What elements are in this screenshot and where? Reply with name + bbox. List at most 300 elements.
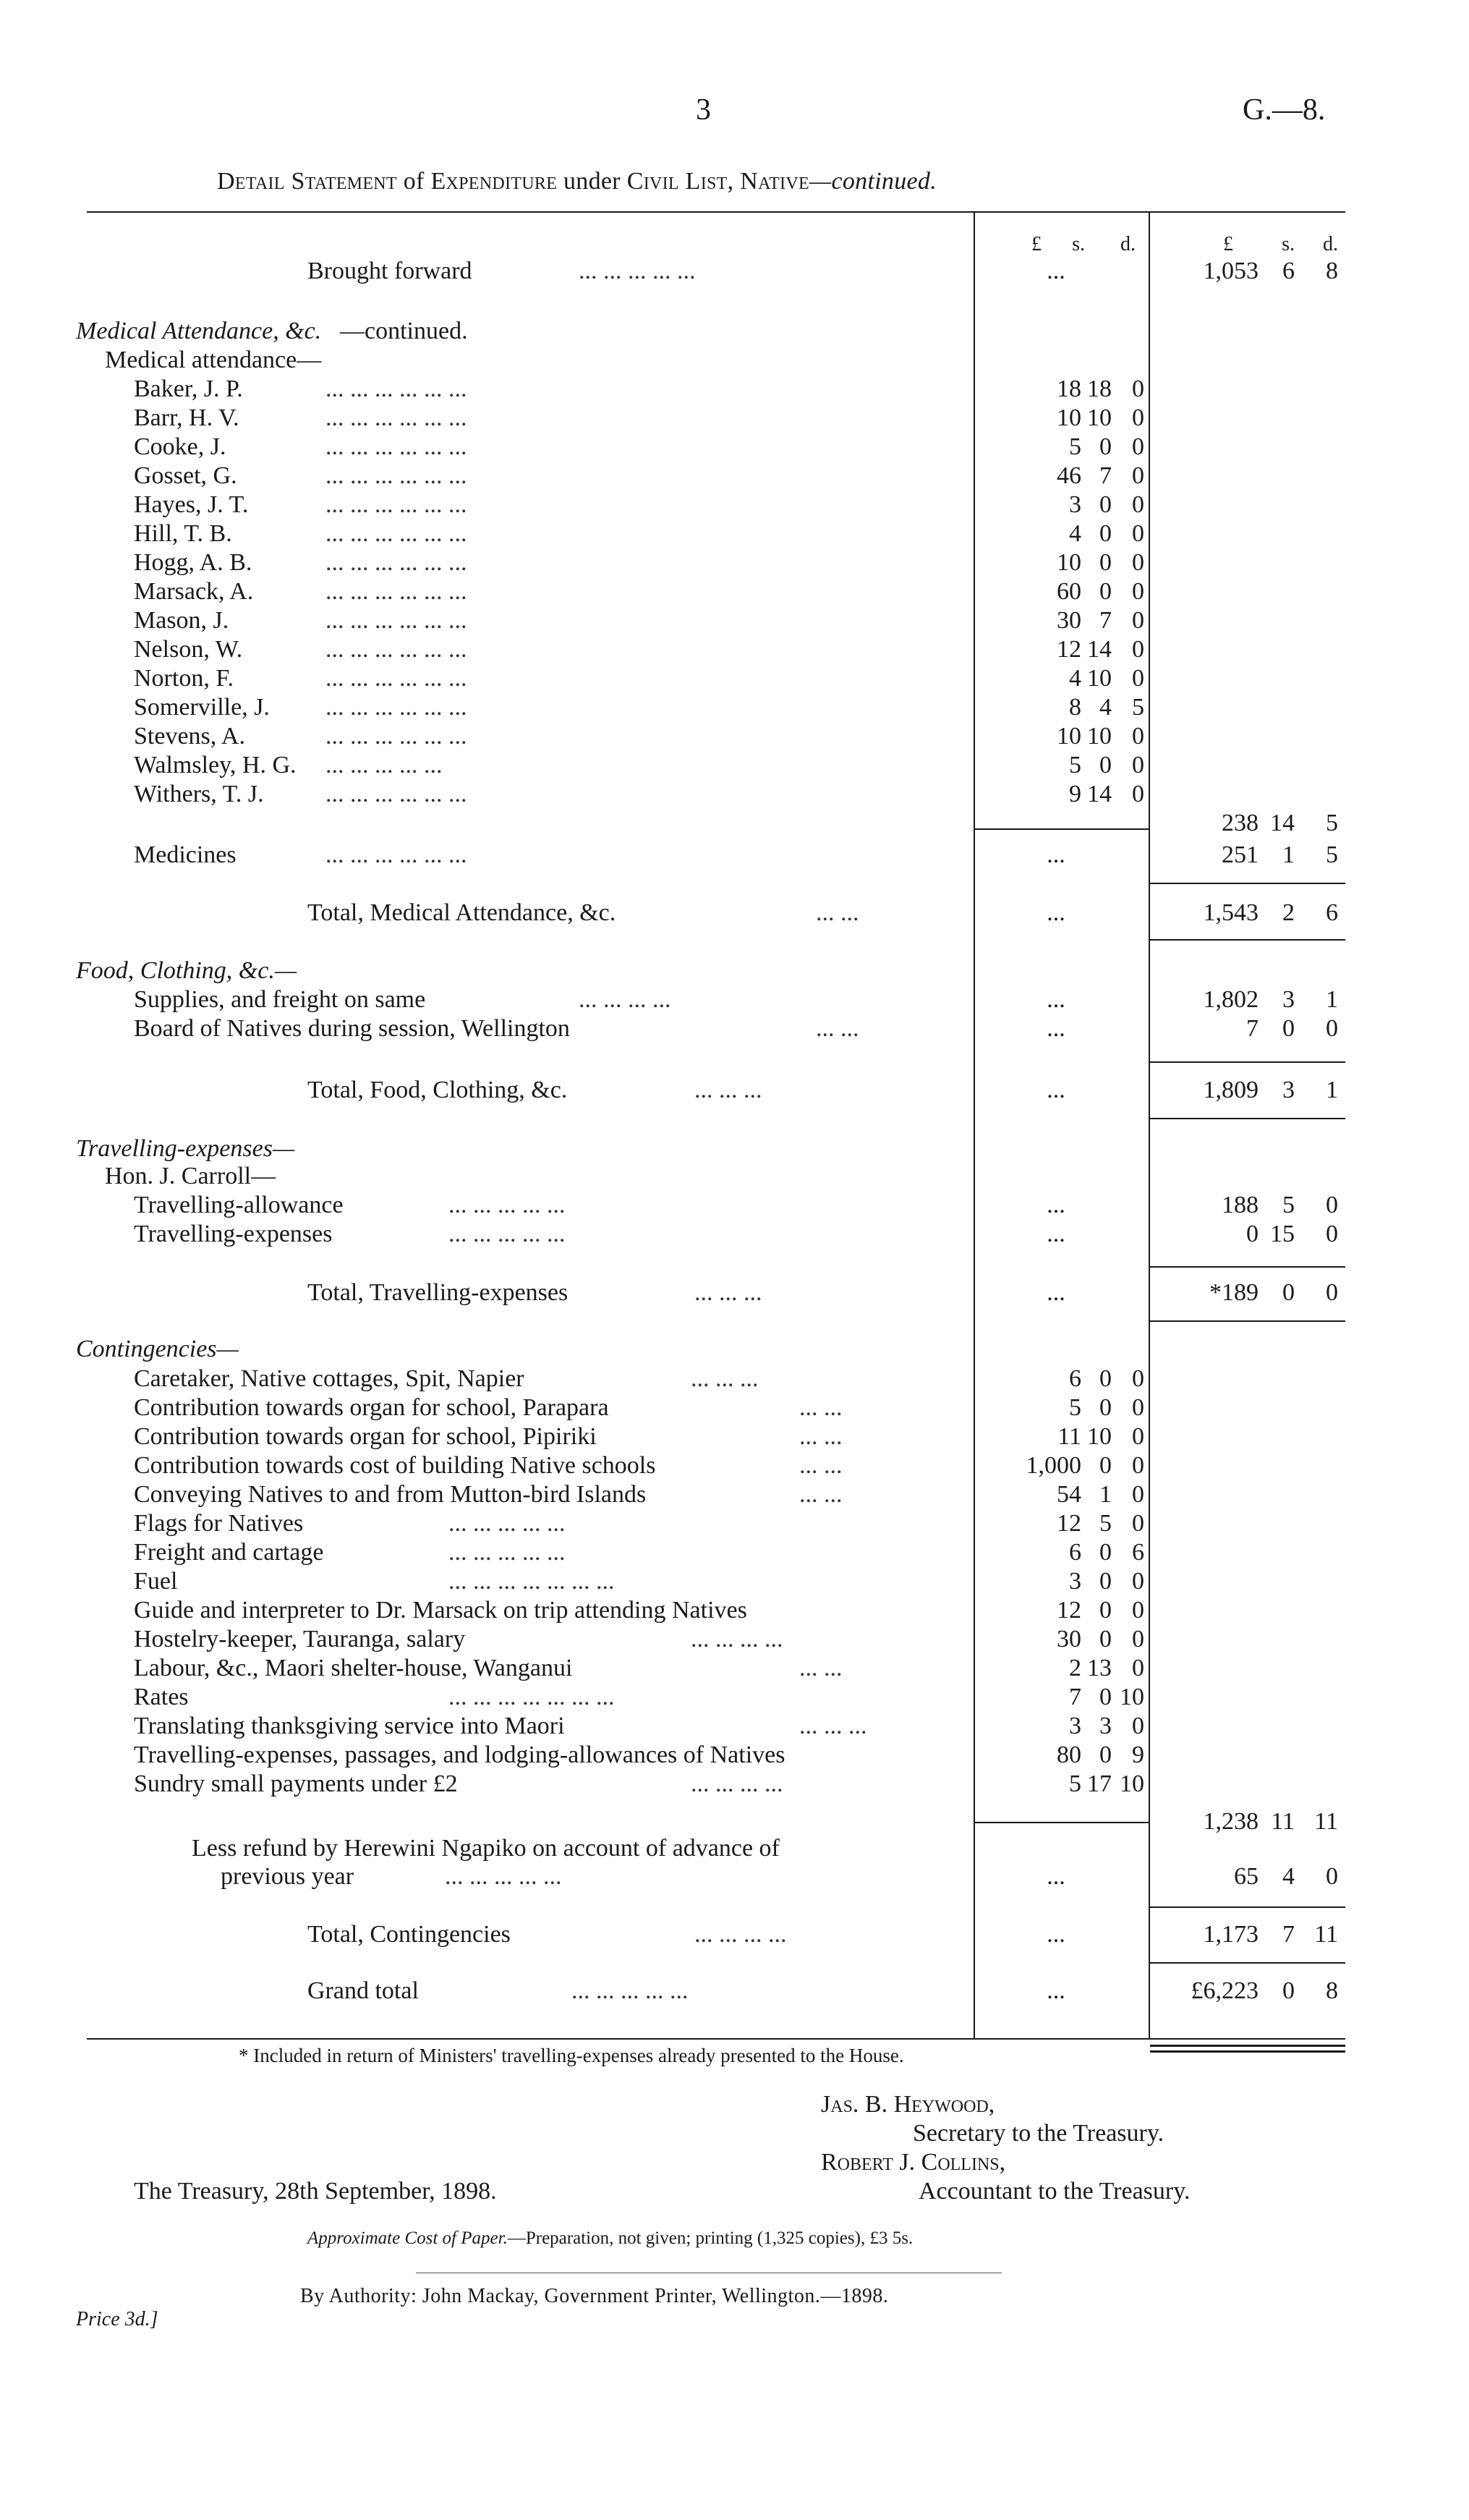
line-item-label: Barr, H. V. <box>134 404 239 431</box>
amount-pounds: 54 <box>1057 1481 1081 1508</box>
amount-shillings: 14 <box>1087 781 1112 807</box>
amount-pence: 0 <box>1132 1655 1144 1681</box>
leader-dots: ... ... ... ... ... ... <box>325 376 467 402</box>
line-item-row <box>0 1712 1469 1741</box>
inner-value: ... <box>1047 1077 1065 1103</box>
leader-dots: ... ... ... ... ... <box>325 752 443 779</box>
line-item-row <box>0 1393 1469 1422</box>
amount-shillings: 1 <box>1282 841 1295 868</box>
amount-pence: 0 <box>1132 1365 1144 1392</box>
title-part4: under <box>563 168 621 195</box>
contingencies-total-label: Total, Contingencies <box>307 1921 511 1948</box>
table-top-rule <box>87 211 1345 213</box>
amount-pence: 0 <box>1132 781 1144 807</box>
price: Price 3d.] <box>76 2308 158 2330</box>
line-item-row <box>0 1365 1469 1393</box>
amount-pounds: 3 <box>1069 1713 1081 1739</box>
leader-dots: ... ... <box>799 1423 843 1450</box>
line-item-row <box>0 1596 1469 1625</box>
amount-pence: 0 <box>1132 549 1144 576</box>
amount-pence: 0 <box>1132 636 1144 663</box>
contingencies-total-bottom-rule <box>1150 1962 1345 1964</box>
leader-dots: ... ... ... ... ... ... <box>325 665 467 692</box>
inner-value: ... <box>1047 899 1065 926</box>
leader-dots: ... ... <box>816 1015 859 1042</box>
brought-forward-row <box>0 257 1469 286</box>
leader-dots: ... ... ... ... ... ... <box>325 578 467 605</box>
amount-pounds: 5 <box>1069 752 1081 779</box>
leader-dots: ... ... ... ... ... ... <box>325 433 467 460</box>
grand-total-pence: 8 <box>1326 1977 1338 2004</box>
amount-pence: 0 <box>1132 462 1144 489</box>
amount-shillings: 1 <box>1099 1481 1112 1508</box>
amount-pence: 10 <box>1120 1770 1144 1797</box>
amount-shillings: 0 <box>1099 1452 1112 1479</box>
amount-pounds: 10 <box>1057 549 1081 576</box>
amount-pounds: 12 <box>1057 1510 1081 1537</box>
amount-pence: 5 <box>1132 694 1144 721</box>
subtotal-shillings: 14 <box>1270 810 1295 836</box>
signature-name-1: Jas. B. Heywood, <box>821 2091 995 2118</box>
amount-pounds: 5 <box>1069 433 1081 460</box>
line-item-label: Somerville, J. <box>134 694 270 721</box>
medical-subtotal-row <box>0 809 1469 838</box>
amount-shillings: 0 <box>1099 433 1112 460</box>
total-pence: 1 <box>1326 1077 1338 1103</box>
food-total-label: Total, Food, Clothing, &c. <box>307 1077 568 1103</box>
leader-dots: ... ... ... ... ... ... <box>325 636 467 663</box>
food-total-row <box>0 1076 1469 1105</box>
report-code: G.—8. <box>1243 93 1326 127</box>
inner-value: ... <box>1047 1921 1065 1948</box>
leader-dots: ... ... ... ... ... <box>579 258 696 284</box>
amount-shillings: 0 <box>1099 520 1112 547</box>
line-item-label: Guide and interpreter to Dr. Marsack on trip attending Natives <box>134 1597 747 1624</box>
amount-shillings: 3 <box>1282 986 1295 1013</box>
leader-dots: ... ... ... ... ... <box>448 1510 566 1537</box>
food-row-label: Board of Natives during session, Wellington <box>134 1015 570 1042</box>
line-item-label: Hostelry-keeper, Tauranga, salary <box>134 1626 466 1653</box>
medical-total-bottom-rule <box>1150 939 1345 941</box>
line-item-label: Withers, T. J. <box>134 781 264 807</box>
food-total-bottom-rule <box>1150 1118 1345 1119</box>
amount-pounds: 18 <box>1057 376 1081 402</box>
line-item-label: Gosset, G. <box>134 462 237 489</box>
line-item-label: Contribution towards organ for school, Parapara <box>134 1394 609 1421</box>
refund-label-line1: Less refund by Herewini Ngapiko on account of advance of <box>192 1835 780 1862</box>
amount-shillings: 10 <box>1087 723 1112 750</box>
leader-dots: ... ... ... ... <box>579 986 671 1013</box>
line-item-label: Stevens, A. <box>134 723 245 750</box>
line-item-row <box>0 635 1469 664</box>
amount-pence: 0 <box>1132 665 1144 692</box>
line-item-row <box>0 462 1469 491</box>
amount-shillings: 13 <box>1087 1655 1112 1681</box>
brought-forward-label: Brought forward <box>307 258 472 284</box>
amount-pence: 0 <box>1132 1481 1144 1508</box>
amount-shillings: 7 <box>1099 607 1112 634</box>
amount-pence: 0 <box>1326 1221 1338 1247</box>
amount-shillings: 0 <box>1099 1568 1112 1595</box>
amount-shillings: 15 <box>1270 1221 1295 1247</box>
amount-pence: 0 <box>1326 1192 1338 1218</box>
line-item-label: Labour, &c., Maori shelter-house, Wanganui <box>134 1655 573 1681</box>
leader-dots: ... ... <box>799 1481 843 1508</box>
line-item-label: Hill, T. B. <box>134 520 232 547</box>
total-shillings: 7 <box>1282 1921 1295 1948</box>
leader-dots: ... ... ... ... ... ... <box>325 520 467 547</box>
line-item-row <box>0 548 1469 577</box>
medical-heading <box>0 317 1469 346</box>
line-item-row <box>0 404 1469 433</box>
line-item-label: Baker, J. P. <box>134 376 243 402</box>
leader-dots: ... ... ... ... ... ... <box>325 404 467 431</box>
total-shillings: 6 <box>1282 258 1295 284</box>
amount-pence: 0 <box>1132 1452 1144 1479</box>
total-shillings: 0 <box>1282 1279 1295 1306</box>
inner-value: ... <box>1047 1279 1065 1306</box>
amount-pence: 0 <box>1132 607 1144 634</box>
table-bottom-rule-double <box>1150 2045 1345 2047</box>
col-header-pence-outer: d. <box>1323 233 1338 255</box>
medical-heading-suffix: —continued. <box>340 318 468 344</box>
amount-shillings: 0 <box>1282 1015 1295 1042</box>
page-number: 3 <box>696 93 711 127</box>
amount-shillings: 5 <box>1099 1510 1112 1537</box>
food-total-rule <box>1150 1061 1345 1063</box>
medical-total-row <box>0 899 1469 928</box>
inner-value: ... <box>1047 1977 1065 2004</box>
travel-row <box>0 1220 1469 1249</box>
col-header-shillings-inner: s. <box>1072 233 1085 255</box>
amount-pence: 0 <box>1132 520 1144 547</box>
leader-dots: ... ... ... ... ... ... <box>325 723 467 750</box>
total-pence: 0 <box>1326 1279 1338 1306</box>
line-item-row <box>0 1741 1469 1770</box>
line-item-label: Nelson, W. <box>134 636 243 663</box>
amount-pounds: 12 <box>1057 636 1081 663</box>
subtotal-pounds: 238 <box>1222 810 1259 836</box>
total-pounds: 1,053 <box>1203 258 1259 284</box>
line-item-row <box>0 1625 1469 1654</box>
cost-note-label: Approximate Cost of Paper. <box>307 2228 508 2248</box>
travel-row-label: Travelling-allowance <box>134 1192 344 1218</box>
amount-pence: 0 <box>1132 491 1144 518</box>
contingencies-total-rule <box>1150 1906 1345 1908</box>
amount-pence: 0 <box>1132 1713 1144 1739</box>
line-item-label: Fuel <box>134 1568 178 1595</box>
leader-dots: ... ... ... ... ... ... <box>325 462 467 489</box>
refund-pence: 0 <box>1326 1863 1338 1890</box>
line-item-row <box>0 1422 1469 1451</box>
amount-pence: 0 <box>1132 433 1144 460</box>
line-item-label: Caretaker, Native cottages, Spit, Napier <box>134 1365 524 1392</box>
travel-total-label: Total, Travelling-expenses <box>307 1279 569 1306</box>
cost-note-text: —Preparation, not given; printing (1,325 copies), £3 5s. <box>507 2228 914 2248</box>
statement-title <box>217 168 937 195</box>
footnote: * Included in return of Ministers' travelling-expenses already presented to the House. <box>239 2045 904 2066</box>
leader-dots: ... ... ... ... <box>691 1770 783 1797</box>
leader-dots: ... ... <box>799 1394 843 1421</box>
travel-total-rule <box>1150 1266 1345 1268</box>
inner-value: ... <box>1047 1015 1065 1042</box>
total-pounds: 1,173 <box>1203 1921 1259 1948</box>
line-item-label: Translating thanksgiving service into Maori <box>134 1713 565 1739</box>
amount-pence: 1 <box>1326 986 1338 1013</box>
amount-shillings: 4 <box>1099 694 1112 721</box>
line-item-row <box>0 1654 1469 1683</box>
amount-pounds: 5 <box>1069 1394 1081 1421</box>
refund-row-line2 <box>0 1862 1469 1891</box>
amount-shillings: 17 <box>1087 1770 1112 1797</box>
signature-title-1: Secretary to the Treasury. <box>913 2120 1164 2147</box>
place-date: The Treasury, 28th September, 1898. <box>134 2178 497 2205</box>
line-item-label: Mason, J. <box>134 607 229 634</box>
contingencies-heading-label: Contingencies— <box>76 1336 239 1362</box>
inner-value: ... <box>1047 1863 1065 1890</box>
line-item-row <box>0 780 1469 809</box>
food-row <box>0 1014 1469 1043</box>
amount-pounds: 2 <box>1069 1655 1081 1681</box>
amount-shillings: 0 <box>1099 1539 1112 1566</box>
travel-total-bottom-rule <box>1150 1320 1345 1322</box>
line-item-row <box>0 577 1469 606</box>
leader-dots: ... ... ... ... ... ... ... <box>448 1568 615 1595</box>
amount-pence: 5 <box>1326 841 1338 868</box>
subtotal-pounds: 1,238 <box>1203 1808 1259 1835</box>
line-item-row <box>0 722 1469 751</box>
line-item-row <box>0 1480 1469 1509</box>
leader-dots: ... ... ... ... ... ... <box>325 607 467 634</box>
total-shillings: 3 <box>1282 1077 1295 1103</box>
travel-subheading <box>0 1162 1469 1191</box>
amount-shillings: 14 <box>1087 636 1112 663</box>
line-item-label: Contribution towards cost of building Native schools <box>134 1452 656 1479</box>
amount-pounds: 188 <box>1222 1192 1259 1218</box>
amount-pence: 0 <box>1132 723 1144 750</box>
contingencies-heading <box>0 1335 1469 1364</box>
amount-shillings: 0 <box>1099 1684 1112 1710</box>
line-item-label: Marsack, A. <box>134 578 254 605</box>
amount-shillings: 3 <box>1099 1713 1112 1739</box>
amount-pounds: 12 <box>1057 1597 1081 1624</box>
amount-pounds: 7 <box>1069 1684 1081 1710</box>
line-item-row <box>0 751 1469 780</box>
leader-dots: ... ... ... ... ... <box>448 1539 566 1566</box>
amount-shillings: 0 <box>1099 1365 1112 1392</box>
leader-dots: ... ... ... ... ... <box>571 1977 689 2004</box>
title-part1: Detail Statement <box>217 168 397 195</box>
leader-dots: ... ... ... ... ... ... <box>325 841 467 868</box>
line-item-row <box>0 1683 1469 1712</box>
table-bottom-rule <box>87 2038 1345 2040</box>
amount-pence: 0 <box>1132 404 1144 431</box>
amount-shillings: 10 <box>1087 1423 1112 1450</box>
amount-pounds: 10 <box>1057 723 1081 750</box>
line-item-row <box>0 491 1469 519</box>
medical-total-label: Total, Medical Attendance, &c. <box>307 899 616 926</box>
inner-value: ... <box>1047 1192 1065 1218</box>
travel-row-label: Travelling-expenses <box>134 1221 333 1247</box>
inner-value: ... <box>1047 986 1065 1013</box>
line-item-row <box>0 375 1469 404</box>
total-pence: 11 <box>1314 1921 1338 1948</box>
amount-pence: 0 <box>1132 752 1144 779</box>
medicines-row <box>0 841 1469 870</box>
leader-dots: ... ... ... ... ... ... <box>325 491 467 518</box>
leader-dots: ... ... ... <box>694 1279 762 1306</box>
line-item-label: Rates <box>134 1684 189 1710</box>
amount-pounds: 6 <box>1069 1539 1081 1566</box>
amount-pence: 0 <box>1132 1597 1144 1624</box>
leader-dots: ... ... <box>816 899 859 926</box>
travel-heading-label: Travelling-expenses— <box>76 1135 295 1162</box>
amount-shillings: 10 <box>1087 404 1112 431</box>
medical-subheading <box>0 346 1469 375</box>
total-pounds: 1,809 <box>1203 1077 1259 1103</box>
amount-shillings: 0 <box>1099 549 1112 576</box>
amount-pounds: 60 <box>1057 578 1081 605</box>
amount-pence: 0 <box>1326 1015 1338 1042</box>
amount-pence: 0 <box>1132 1394 1144 1421</box>
line-item-row <box>0 606 1469 635</box>
amount-pence: 9 <box>1132 1741 1144 1768</box>
contingencies-total-row <box>0 1920 1469 1949</box>
amount-pounds: 1,000 <box>1026 1452 1081 1479</box>
line-item-label: Freight and cartage <box>134 1539 324 1566</box>
leader-dots: ... ... ... ... ... ... <box>325 694 467 721</box>
line-item-row <box>0 693 1469 722</box>
line-item-row <box>0 1538 1469 1567</box>
col-header-pounds-outer: £ <box>1223 233 1233 255</box>
inner-value: ... <box>1047 1221 1065 1247</box>
line-item-label: Conveying Natives to and from Mutton-bird Islands <box>134 1481 647 1508</box>
amount-pence: 0 <box>1132 1423 1144 1450</box>
leader-dots: ... ... ... <box>691 1365 759 1392</box>
total-shillings: 2 <box>1282 899 1295 926</box>
line-item-label: Flags for Natives <box>134 1510 304 1537</box>
line-item-label: Sundry small payments under £2 <box>134 1770 458 1797</box>
table-bottom-rule-double2 <box>1150 2050 1345 2053</box>
amount-pounds: 5 <box>1069 1770 1081 1797</box>
title-part3: Expenditure <box>430 168 558 195</box>
amount-pounds: 30 <box>1057 607 1081 634</box>
amount-pounds: 3 <box>1069 1568 1081 1595</box>
amount-pence: 10 <box>1120 1684 1144 1710</box>
amount-pounds: 251 <box>1222 841 1259 868</box>
food-row <box>0 985 1469 1014</box>
amount-pence: 0 <box>1132 1568 1144 1595</box>
food-heading <box>0 956 1469 985</box>
total-pence: 6 <box>1326 899 1338 926</box>
line-item-label: Contribution towards organ for school, Pipiriki <box>134 1423 597 1450</box>
line-item-row <box>0 1451 1469 1480</box>
total-pence: 8 <box>1326 258 1338 284</box>
grand-total-row <box>0 1977 1469 2006</box>
leader-dots: ... ... ... ... <box>694 1921 787 1948</box>
line-item-row <box>0 1567 1469 1596</box>
amount-shillings: 18 <box>1087 376 1112 402</box>
subtotal-shillings: 11 <box>1271 1808 1295 1835</box>
refund-pounds: 65 <box>1234 1863 1259 1890</box>
amount-pounds: 1,802 <box>1203 986 1259 1013</box>
amount-shillings: 0 <box>1099 1626 1112 1653</box>
amount-pounds: 7 <box>1246 1015 1259 1042</box>
line-item-label: Norton, F. <box>134 665 234 692</box>
amount-shillings: 0 <box>1099 578 1112 605</box>
amount-shillings: 0 <box>1099 1394 1112 1421</box>
travel-row <box>0 1191 1469 1220</box>
leader-dots: ... ... <box>799 1655 843 1681</box>
refund-shillings: 4 <box>1282 1863 1295 1890</box>
amount-pounds: 8 <box>1069 694 1081 721</box>
grand-total-shillings: 0 <box>1282 1977 1295 2004</box>
line-item-label: Travelling-expenses, passages, and lodging-allowances of Natives <box>134 1741 785 1768</box>
line-item-label: Cooke, J. <box>134 433 226 460</box>
line-item-row <box>0 433 1469 462</box>
line-item-label: Walmsley, H. G. <box>134 752 297 779</box>
amount-pounds: 80 <box>1057 1741 1081 1768</box>
total-pounds: 1,543 <box>1203 899 1259 926</box>
line-item-row <box>0 519 1469 548</box>
refund-label-line2: previous year <box>221 1863 354 1890</box>
leader-dots: ... ... ... <box>799 1713 867 1739</box>
leader-dots: ... ... ... ... <box>691 1626 783 1653</box>
amount-pounds: 6 <box>1069 1365 1081 1392</box>
signature-name-2: Robert J. Collins, <box>821 2149 1006 2176</box>
subtotal-pence: 5 <box>1326 810 1338 836</box>
leader-dots: ... ... ... ... ... <box>445 1863 562 1890</box>
amount-pounds: 0 <box>1246 1221 1259 1247</box>
medical-total-rule <box>1150 883 1345 884</box>
leader-dots: ... ... ... ... ... ... <box>325 549 467 576</box>
travel-subheading-label: Hon. J. Carroll— <box>105 1163 276 1189</box>
title-part6: —continued. <box>809 168 937 195</box>
line-item-row <box>0 1509 1469 1538</box>
title-part5: Civil List, Native <box>626 168 809 195</box>
signature-title-2: Accountant to the Treasury. <box>919 2178 1191 2205</box>
title-part2: of <box>403 168 425 195</box>
amount-pounds: 4 <box>1069 665 1081 692</box>
amount-pounds: 3 <box>1069 491 1081 518</box>
amount-pounds: 10 <box>1057 404 1081 431</box>
col-header-pounds-inner: £ <box>1031 233 1042 255</box>
medicines-label: Medicines <box>134 841 237 868</box>
food-row-label: Supplies, and freight on same <box>134 986 426 1013</box>
leader-dots: ... ... ... <box>694 1077 762 1103</box>
line-item-label: Hayes, J. T. <box>134 491 249 518</box>
subtotal-pence: 11 <box>1314 1808 1338 1835</box>
amount-pounds: 9 <box>1069 781 1081 807</box>
amount-shillings: 10 <box>1087 665 1112 692</box>
inner-value: ... <box>1047 258 1065 284</box>
col-header-pence-inner: d. <box>1120 233 1136 255</box>
amount-shillings: 0 <box>1099 1597 1112 1624</box>
amount-pounds: 11 <box>1057 1423 1081 1450</box>
travel-total-row <box>0 1278 1469 1307</box>
leader-dots: ... ... ... ... ... <box>448 1192 566 1218</box>
cost-note <box>307 2228 913 2249</box>
food-heading-label: Food, Clothing, &c.— <box>76 957 297 984</box>
amount-shillings: 0 <box>1099 1741 1112 1768</box>
line-item-row <box>0 664 1469 693</box>
amount-pence: 6 <box>1132 1539 1144 1566</box>
inner-value: ... <box>1047 841 1065 868</box>
leader-dots: ... ... <box>799 1452 843 1479</box>
medical-heading-label: Medical Attendance, &c. <box>76 318 322 344</box>
amount-pence: 0 <box>1132 578 1144 605</box>
leader-dots: ... ... ... ... ... ... <box>325 781 467 807</box>
